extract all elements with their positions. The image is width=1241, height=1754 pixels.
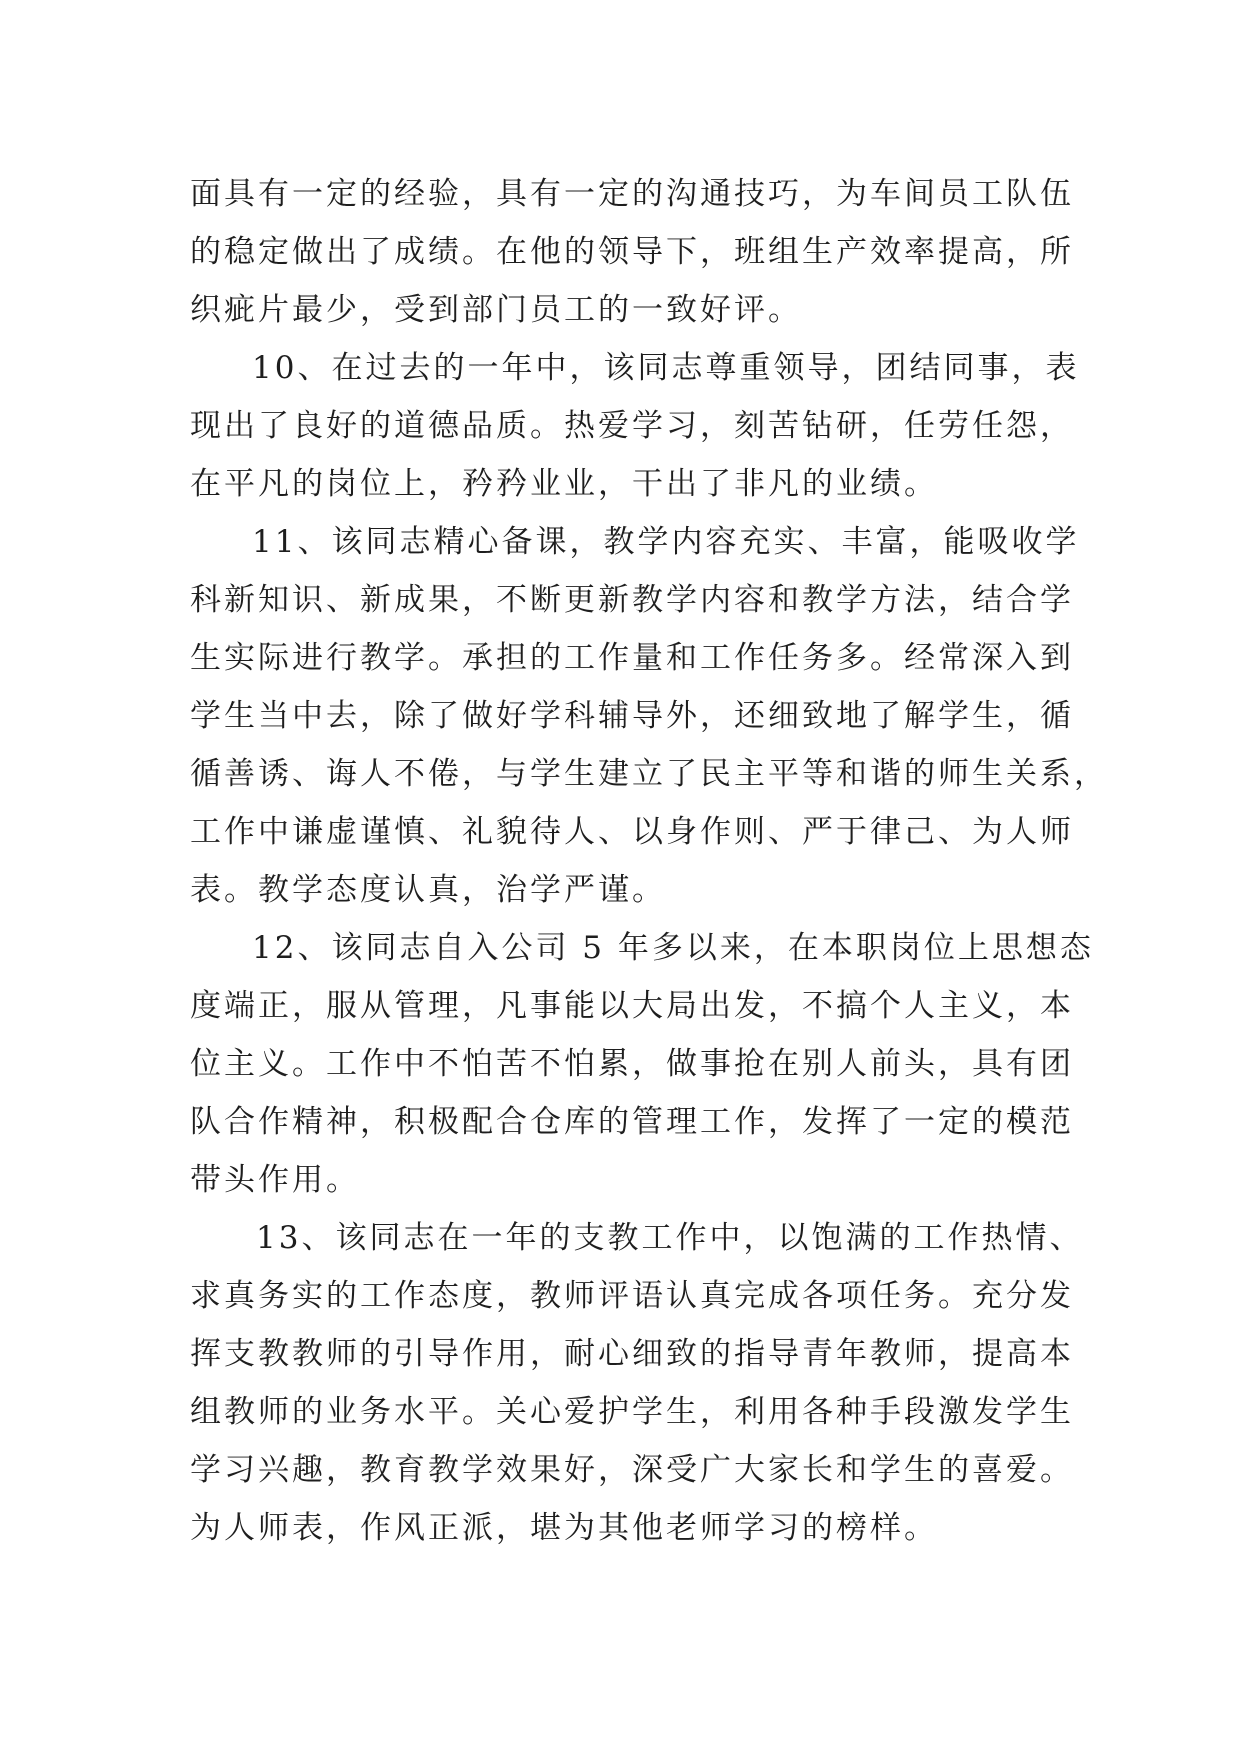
paragraph-item-13: [190, 1209, 1084, 1557]
paragraph-line: 10、在过去的一年中，该同志尊重领导，团结同事，表: [252, 350, 1080, 386]
paragraph-line: 度端正，服从管理，凡事能以大局出发，不搞个人主义，本: [190, 988, 1074, 1024]
paragraph-continuation: [190, 165, 1074, 339]
paragraph-line: 挥支教教师的引导作用，耐心细致的指导青年教师，提高本: [190, 1336, 1074, 1372]
paragraph-line: 为人师表，作风正派，堪为其他老师学习的榜样。: [190, 1510, 938, 1546]
paragraph-line: 现出了良好的道德品质。热爱学习，刻苦钻研，任劳任怨，: [190, 408, 1074, 444]
paragraph-line: 表。教学态度认真，治学严谨。: [190, 872, 666, 908]
paragraph-line: 13、该同志在一年的支教工作中，以饱满的工作热情、: [256, 1220, 1084, 1256]
document-body: [190, 165, 1108, 1557]
paragraph-line: 组教师的业务水平。关心爱护学生，利用各种手段激发学生: [190, 1394, 1074, 1430]
paragraph-line: 学生当中去，除了做好学科辅导外，还细致地了解学生，循: [190, 698, 1074, 734]
paragraph-line: 科新知识、新成果，不断更新教学内容和教学方法，结合学: [190, 582, 1074, 618]
paragraph-line: 带头作用。: [190, 1162, 360, 1198]
paragraph-line: 织疵片最少，受到部门员工的一致好评。: [190, 292, 802, 328]
paragraph-item-10: [190, 339, 1080, 513]
paragraph-line: 学习兴趣，教育教学效果好，深受广大家长和学生的喜爱。: [190, 1452, 1074, 1488]
paragraph-line: 循善诱、诲人不倦，与学生建立了民主平等和谐的师生关系，: [190, 756, 1108, 792]
paragraph-item-12: [190, 919, 1094, 1209]
paragraph-line: 位主义。工作中不怕苦不怕累，做事抢在别人前头，具有团: [190, 1046, 1074, 1082]
paragraph-line: 求真务实的工作态度，教师评语认真完成各项任务。充分发: [190, 1278, 1074, 1314]
paragraph-item-11: [190, 513, 1108, 919]
paragraph-line: 工作中谦虚谨慎、礼貌待人、以身作则、严于律己、为人师: [190, 814, 1074, 850]
paragraph-line: 12、该同志自入公司 5 年多以来，在本职岗位上思想态: [252, 930, 1094, 966]
paragraph-line: 的稳定做出了成绩。在他的领导下，班组生产效率提高，所: [190, 234, 1074, 270]
paragraph-line: 生实际进行教学。承担的工作量和工作任务多。经常深入到: [190, 640, 1074, 676]
paragraph-line: 在平凡的岗位上，矜矜业业，干出了非凡的业绩。: [190, 466, 938, 502]
paragraph-line: 队合作精神，积极配合仓库的管理工作，发挥了一定的模范: [190, 1104, 1074, 1140]
paragraph-line: 面具有一定的经验，具有一定的沟通技巧，为车间员工队伍: [190, 176, 1074, 212]
paragraph-line: 11、该同志精心备课，教学内容充实、丰富，能吸收学: [252, 524, 1080, 560]
